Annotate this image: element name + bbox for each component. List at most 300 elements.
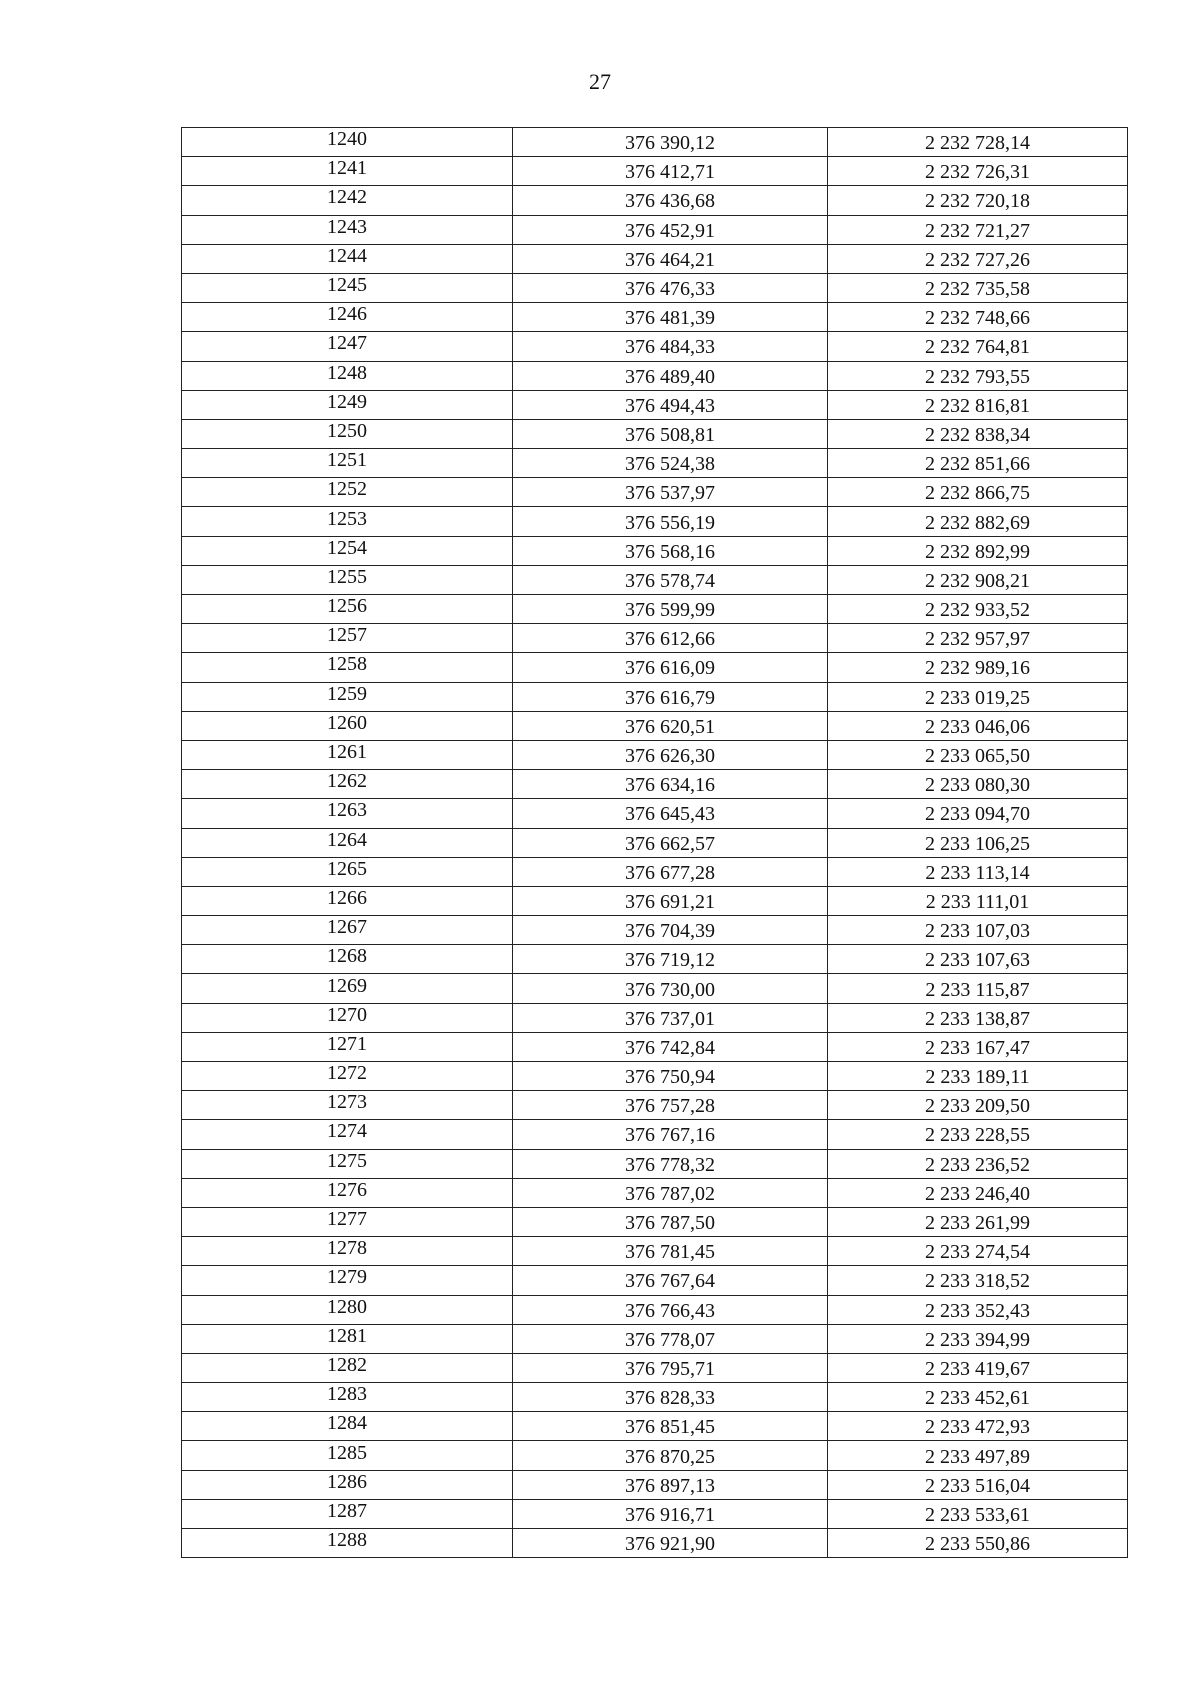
x-coordinate-cell	[513, 1441, 828, 1470]
table-row	[182, 186, 1128, 215]
point-number-cell	[182, 1091, 513, 1120]
y-coordinate-cell	[828, 624, 1128, 653]
x-coordinate-text: 376 645,43	[625, 803, 715, 826]
y-coordinate-cell	[828, 1353, 1128, 1382]
y-coordinate-text: 2 232 851,66	[925, 453, 1030, 476]
table-row	[182, 390, 1128, 419]
y-coordinate-text: 2 233 516,04	[925, 1474, 1030, 1497]
x-coordinate-cell	[513, 1353, 828, 1382]
table-row	[182, 1470, 1128, 1499]
table-row	[182, 624, 1128, 653]
y-coordinate-text: 2 232 735,58	[925, 278, 1030, 301]
y-coordinate-text: 2 232 816,81	[925, 394, 1030, 417]
y-coordinate-text: 2 233 107,63	[925, 949, 1030, 972]
y-coordinate-text: 2 232 866,75	[925, 482, 1030, 505]
table-row	[182, 1412, 1128, 1441]
x-coordinate-text: 376 481,39	[625, 307, 715, 330]
table-row	[182, 478, 1128, 507]
y-coordinate-cell	[828, 857, 1128, 886]
x-coordinate-text: 376 494,43	[625, 394, 715, 417]
table-row	[182, 740, 1128, 769]
table-row	[182, 215, 1128, 244]
point-number-cell	[182, 273, 513, 302]
x-coordinate-text: 376 757,28	[625, 1095, 715, 1118]
y-coordinate-text: 2 233 236,52	[925, 1153, 1030, 1176]
y-coordinate-cell	[828, 361, 1128, 390]
y-coordinate-text: 2 232 764,81	[925, 336, 1030, 359]
y-coordinate-cell	[828, 653, 1128, 682]
y-coordinate-cell	[828, 478, 1128, 507]
y-coordinate-text: 2 232 727,26	[925, 248, 1030, 271]
point-number-cell	[182, 916, 513, 945]
y-coordinate-text: 2 233 497,89	[925, 1445, 1030, 1468]
point-number-text: 1273	[327, 1091, 367, 1114]
point-number-cell	[182, 157, 513, 186]
point-number-text: 1246	[327, 303, 367, 326]
x-coordinate-cell	[513, 244, 828, 273]
x-coordinate-cell	[513, 857, 828, 886]
point-number-text: 1258	[327, 653, 367, 676]
x-coordinate-text: 376 767,16	[625, 1124, 715, 1147]
point-number-text: 1245	[327, 274, 367, 297]
x-coordinate-text: 376 781,45	[625, 1241, 715, 1264]
y-coordinate-cell	[828, 886, 1128, 915]
y-coordinate-text: 2 233 065,50	[925, 745, 1030, 768]
table-row	[182, 332, 1128, 361]
table-row	[182, 1529, 1128, 1558]
point-number-cell	[182, 740, 513, 769]
x-coordinate-text: 376 742,84	[625, 1036, 715, 1059]
y-coordinate-text: 2 233 019,25	[925, 686, 1030, 709]
point-number-cell	[182, 128, 513, 157]
y-coordinate-text: 2 232 726,31	[925, 161, 1030, 184]
point-number-text: 1242	[327, 186, 367, 209]
x-coordinate-text: 376 737,01	[625, 1007, 715, 1030]
x-coordinate-text: 376 390,12	[625, 132, 715, 155]
point-number-cell	[182, 390, 513, 419]
y-coordinate-text: 2 233 419,67	[925, 1357, 1030, 1380]
x-coordinate-cell	[513, 1091, 828, 1120]
table-row	[182, 244, 1128, 273]
point-number-cell	[182, 244, 513, 273]
point-number-text: 1241	[327, 157, 367, 180]
y-coordinate-cell	[828, 536, 1128, 565]
x-coordinate-text: 376 599,99	[625, 599, 715, 622]
y-coordinate-text: 2 233 106,25	[925, 832, 1030, 855]
table-row	[182, 595, 1128, 624]
y-coordinate-text: 2 232 838,34	[925, 423, 1030, 446]
coordinates-table-body	[182, 128, 1128, 1558]
x-coordinate-text: 376 612,66	[625, 628, 715, 651]
y-coordinate-cell	[828, 1178, 1128, 1207]
x-coordinate-text: 376 537,97	[625, 482, 715, 505]
table-row	[182, 1324, 1128, 1353]
point-number-cell	[182, 215, 513, 244]
x-coordinate-cell	[513, 449, 828, 478]
coordinates-table	[181, 127, 1128, 1558]
table-row	[182, 449, 1128, 478]
table-row	[182, 361, 1128, 390]
y-coordinate-cell	[828, 945, 1128, 974]
point-number-text: 1250	[327, 419, 367, 442]
y-coordinate-text: 2 233 115,87	[925, 978, 1030, 1001]
x-coordinate-cell	[513, 916, 828, 945]
table-row	[182, 128, 1128, 157]
x-coordinate-text: 376 452,91	[625, 219, 715, 242]
y-coordinate-text: 2 233 318,52	[925, 1270, 1030, 1293]
table-row	[182, 419, 1128, 448]
point-number-cell	[182, 536, 513, 565]
y-coordinate-text: 2 232 721,27	[925, 219, 1030, 242]
point-number-cell	[182, 1207, 513, 1236]
x-coordinate-cell	[513, 1207, 828, 1236]
table-row	[182, 974, 1128, 1003]
point-number-cell	[182, 303, 513, 332]
point-number-text: 1267	[327, 916, 367, 939]
x-coordinate-text: 376 578,74	[625, 569, 715, 592]
point-number-text: 1251	[327, 449, 367, 472]
x-coordinate-text: 376 634,16	[625, 774, 715, 797]
point-number-text: 1262	[327, 770, 367, 793]
x-coordinate-text: 376 704,39	[625, 920, 715, 943]
x-coordinate-cell	[513, 1237, 828, 1266]
point-number-cell	[182, 1324, 513, 1353]
y-coordinate-text: 2 233 352,43	[925, 1299, 1030, 1322]
table-row	[182, 1091, 1128, 1120]
x-coordinate-text: 376 767,64	[625, 1270, 715, 1293]
point-number-cell	[182, 1003, 513, 1032]
y-coordinate-cell	[828, 1266, 1128, 1295]
point-number-cell	[182, 1441, 513, 1470]
point-number-cell	[182, 1383, 513, 1412]
x-coordinate-text: 376 828,33	[625, 1387, 715, 1410]
point-number-cell	[182, 1149, 513, 1178]
y-coordinate-text: 2 233 080,30	[925, 774, 1030, 797]
x-coordinate-cell	[513, 565, 828, 594]
point-number-cell	[182, 1499, 513, 1528]
y-coordinate-text: 2 233 246,40	[925, 1182, 1030, 1205]
point-number-cell	[182, 1120, 513, 1149]
table-row	[182, 828, 1128, 857]
y-coordinate-text: 2 233 138,87	[925, 1007, 1030, 1030]
x-coordinate-cell	[513, 974, 828, 1003]
x-coordinate-cell	[513, 653, 828, 682]
y-coordinate-text: 2 232 957,97	[925, 628, 1030, 651]
x-coordinate-text: 376 730,00	[625, 978, 715, 1001]
table-row	[182, 799, 1128, 828]
x-coordinate-cell	[513, 361, 828, 390]
table-row	[182, 273, 1128, 302]
point-number-text: 1276	[327, 1178, 367, 1201]
y-coordinate-text: 2 232 989,16	[925, 657, 1030, 680]
point-number-cell	[182, 1237, 513, 1266]
y-coordinate-cell	[828, 215, 1128, 244]
point-number-text: 1253	[327, 507, 367, 530]
table-row	[182, 507, 1128, 536]
table-row	[182, 1032, 1128, 1061]
point-number-cell	[182, 1178, 513, 1207]
x-coordinate-cell	[513, 1529, 828, 1558]
point-number-text: 1274	[327, 1120, 367, 1143]
y-coordinate-text: 2 233 111,01	[925, 890, 1030, 913]
y-coordinate-text: 2 233 209,50	[925, 1095, 1030, 1118]
point-number-text: 1272	[327, 1062, 367, 1085]
x-coordinate-cell	[513, 215, 828, 244]
table-row	[182, 1178, 1128, 1207]
y-coordinate-cell	[828, 1441, 1128, 1470]
page-number: 27	[589, 69, 611, 94]
point-number-text: 1281	[327, 1324, 367, 1347]
x-coordinate-cell	[513, 1062, 828, 1091]
y-coordinate-text: 2 233 550,86	[925, 1533, 1030, 1556]
point-number-text: 1257	[327, 624, 367, 647]
point-number-text: 1284	[327, 1412, 367, 1435]
y-coordinate-cell	[828, 303, 1128, 332]
table-row	[182, 711, 1128, 740]
point-number-cell	[182, 565, 513, 594]
x-coordinate-cell	[513, 303, 828, 332]
point-number-text: 1279	[327, 1266, 367, 1289]
point-number-text: 1277	[327, 1208, 367, 1231]
table-row	[182, 1207, 1128, 1236]
table-row	[182, 1266, 1128, 1295]
point-number-cell	[182, 1062, 513, 1091]
x-coordinate-cell	[513, 273, 828, 302]
x-coordinate-cell	[513, 128, 828, 157]
point-number-text: 1268	[327, 945, 367, 968]
point-number-text: 1287	[327, 1499, 367, 1522]
x-coordinate-cell	[513, 1266, 828, 1295]
point-number-cell	[182, 682, 513, 711]
x-coordinate-text: 376 691,21	[625, 890, 715, 913]
x-coordinate-cell	[513, 507, 828, 536]
x-coordinate-text: 376 476,33	[625, 278, 715, 301]
x-coordinate-text: 376 626,30	[625, 745, 715, 768]
point-number-text: 1243	[327, 215, 367, 238]
point-number-text: 1256	[327, 595, 367, 618]
point-number-text: 1263	[327, 799, 367, 822]
table-row	[182, 945, 1128, 974]
x-coordinate-cell	[513, 624, 828, 653]
point-number-text: 1255	[327, 565, 367, 588]
y-coordinate-cell	[828, 711, 1128, 740]
y-coordinate-cell	[828, 682, 1128, 711]
y-coordinate-cell	[828, 1091, 1128, 1120]
point-number-text: 1264	[327, 828, 367, 851]
x-coordinate-cell	[513, 478, 828, 507]
y-coordinate-cell	[828, 828, 1128, 857]
point-number-cell	[182, 478, 513, 507]
x-coordinate-text: 376 524,38	[625, 453, 715, 476]
x-coordinate-text: 376 916,71	[625, 1503, 715, 1526]
table-row	[182, 157, 1128, 186]
point-number-text: 1280	[327, 1295, 367, 1318]
x-coordinate-text: 376 620,51	[625, 715, 715, 738]
y-coordinate-text: 2 233 533,61	[925, 1503, 1030, 1526]
x-coordinate-text: 376 677,28	[625, 861, 715, 884]
y-coordinate-text: 2 233 094,70	[925, 803, 1030, 826]
y-coordinate-text: 2 233 167,47	[925, 1036, 1030, 1059]
point-number-cell	[182, 419, 513, 448]
y-coordinate-cell	[828, 186, 1128, 215]
table-row	[182, 1003, 1128, 1032]
y-coordinate-text: 2 232 748,66	[925, 307, 1030, 330]
x-coordinate-cell	[513, 1032, 828, 1061]
x-coordinate-text: 376 750,94	[625, 1066, 715, 1089]
x-coordinate-text: 376 921,90	[625, 1533, 715, 1556]
x-coordinate-text: 376 489,40	[625, 365, 715, 388]
x-coordinate-cell	[513, 770, 828, 799]
y-coordinate-cell	[828, 740, 1128, 769]
y-coordinate-cell	[828, 1383, 1128, 1412]
x-coordinate-text: 376 616,79	[625, 686, 715, 709]
x-coordinate-cell	[513, 1470, 828, 1499]
table-row	[182, 1149, 1128, 1178]
point-number-text: 1271	[327, 1032, 367, 1055]
y-coordinate-cell	[828, 916, 1128, 945]
x-coordinate-cell	[513, 419, 828, 448]
y-coordinate-cell	[828, 1237, 1128, 1266]
point-number-text: 1282	[327, 1353, 367, 1376]
x-coordinate-text: 376 766,43	[625, 1299, 715, 1322]
table-row	[182, 1237, 1128, 1266]
y-coordinate-cell	[828, 1412, 1128, 1441]
x-coordinate-cell	[513, 157, 828, 186]
y-coordinate-cell	[828, 507, 1128, 536]
x-coordinate-text: 376 787,50	[625, 1212, 715, 1235]
table-row	[182, 565, 1128, 594]
x-coordinate-cell	[513, 1324, 828, 1353]
y-coordinate-text: 2 232 793,55	[925, 365, 1030, 388]
x-coordinate-cell	[513, 1412, 828, 1441]
x-coordinate-text: 376 464,21	[625, 248, 715, 271]
y-coordinate-text: 2 232 892,99	[925, 540, 1030, 563]
x-coordinate-text: 376 778,07	[625, 1328, 715, 1351]
table-row	[182, 653, 1128, 682]
x-coordinate-cell	[513, 799, 828, 828]
point-number-cell	[182, 449, 513, 478]
x-coordinate-cell	[513, 1178, 828, 1207]
table-row	[182, 1295, 1128, 1324]
point-number-text: 1286	[327, 1470, 367, 1493]
y-coordinate-text: 2 233 472,93	[925, 1416, 1030, 1439]
point-number-text: 1266	[327, 886, 367, 909]
point-number-text: 1288	[327, 1529, 367, 1552]
y-coordinate-cell	[828, 273, 1128, 302]
point-number-text: 1244	[327, 244, 367, 267]
x-coordinate-text: 376 556,19	[625, 511, 715, 534]
y-coordinate-cell	[828, 799, 1128, 828]
point-number-cell	[182, 828, 513, 857]
x-coordinate-text: 376 795,71	[625, 1357, 715, 1380]
y-coordinate-cell	[828, 974, 1128, 1003]
point-number-cell	[182, 770, 513, 799]
y-coordinate-text: 2 233 452,61	[925, 1387, 1030, 1410]
x-coordinate-cell	[513, 1003, 828, 1032]
x-coordinate-text: 376 436,68	[625, 190, 715, 213]
table-row	[182, 1441, 1128, 1470]
point-number-cell	[182, 1032, 513, 1061]
x-coordinate-cell	[513, 1120, 828, 1149]
y-coordinate-text: 2 233 107,03	[925, 920, 1030, 943]
x-coordinate-text: 376 616,09	[625, 657, 715, 680]
point-number-text: 1252	[327, 478, 367, 501]
table-row	[182, 1353, 1128, 1382]
y-coordinate-text: 2 232 882,69	[925, 511, 1030, 534]
y-coordinate-cell	[828, 1529, 1128, 1558]
point-number-cell	[182, 1412, 513, 1441]
point-number-text: 1275	[327, 1149, 367, 1172]
y-coordinate-cell	[828, 770, 1128, 799]
x-coordinate-text: 376 897,13	[625, 1474, 715, 1497]
table-row	[182, 682, 1128, 711]
table-row	[182, 536, 1128, 565]
table-row	[182, 1383, 1128, 1412]
x-coordinate-cell	[513, 1295, 828, 1324]
y-coordinate-cell	[828, 449, 1128, 478]
point-number-text: 1265	[327, 857, 367, 880]
y-coordinate-cell	[828, 565, 1128, 594]
point-number-cell	[182, 711, 513, 740]
point-number-text: 1259	[327, 682, 367, 705]
x-coordinate-cell	[513, 1499, 828, 1528]
point-number-text: 1248	[327, 361, 367, 384]
x-coordinate-cell	[513, 536, 828, 565]
x-coordinate-text: 376 484,33	[625, 336, 715, 359]
y-coordinate-text: 2 232 728,14	[925, 132, 1030, 155]
table-row	[182, 886, 1128, 915]
table-row	[182, 770, 1128, 799]
x-coordinate-cell	[513, 332, 828, 361]
y-coordinate-cell	[828, 595, 1128, 624]
x-coordinate-text: 376 778,32	[625, 1153, 715, 1176]
x-coordinate-text: 376 870,25	[625, 1445, 715, 1468]
x-coordinate-text: 376 851,45	[625, 1416, 715, 1439]
x-coordinate-cell	[513, 682, 828, 711]
point-number-text: 1285	[327, 1441, 367, 1464]
point-number-cell	[182, 945, 513, 974]
point-number-cell	[182, 1295, 513, 1324]
y-coordinate-text: 2 233 228,55	[925, 1124, 1030, 1147]
point-number-text: 1269	[327, 974, 367, 997]
point-number-cell	[182, 857, 513, 886]
y-coordinate-cell	[828, 1003, 1128, 1032]
point-number-cell	[182, 595, 513, 624]
point-number-text: 1278	[327, 1237, 367, 1260]
point-number-cell	[182, 653, 513, 682]
y-coordinate-text: 2 232 908,21	[925, 569, 1030, 592]
x-coordinate-cell	[513, 390, 828, 419]
point-number-cell	[182, 1529, 513, 1558]
point-number-text: 1249	[327, 390, 367, 413]
x-coordinate-text: 376 412,71	[625, 161, 715, 184]
y-coordinate-text: 2 232 720,18	[925, 190, 1030, 213]
x-coordinate-cell	[513, 828, 828, 857]
point-number-cell	[182, 1470, 513, 1499]
y-coordinate-text: 2 233 046,06	[925, 715, 1030, 738]
y-coordinate-cell	[828, 332, 1128, 361]
x-coordinate-cell	[513, 186, 828, 215]
y-coordinate-text: 2 232 933,52	[925, 599, 1030, 622]
x-coordinate-text: 376 508,81	[625, 423, 715, 446]
y-coordinate-text: 2 233 261,99	[925, 1212, 1030, 1235]
y-coordinate-cell	[828, 1207, 1128, 1236]
point-number-cell	[182, 507, 513, 536]
x-coordinate-cell	[513, 1149, 828, 1178]
point-number-text: 1283	[327, 1383, 367, 1406]
x-coordinate-cell	[513, 740, 828, 769]
y-coordinate-text: 2 233 394,99	[925, 1328, 1030, 1351]
